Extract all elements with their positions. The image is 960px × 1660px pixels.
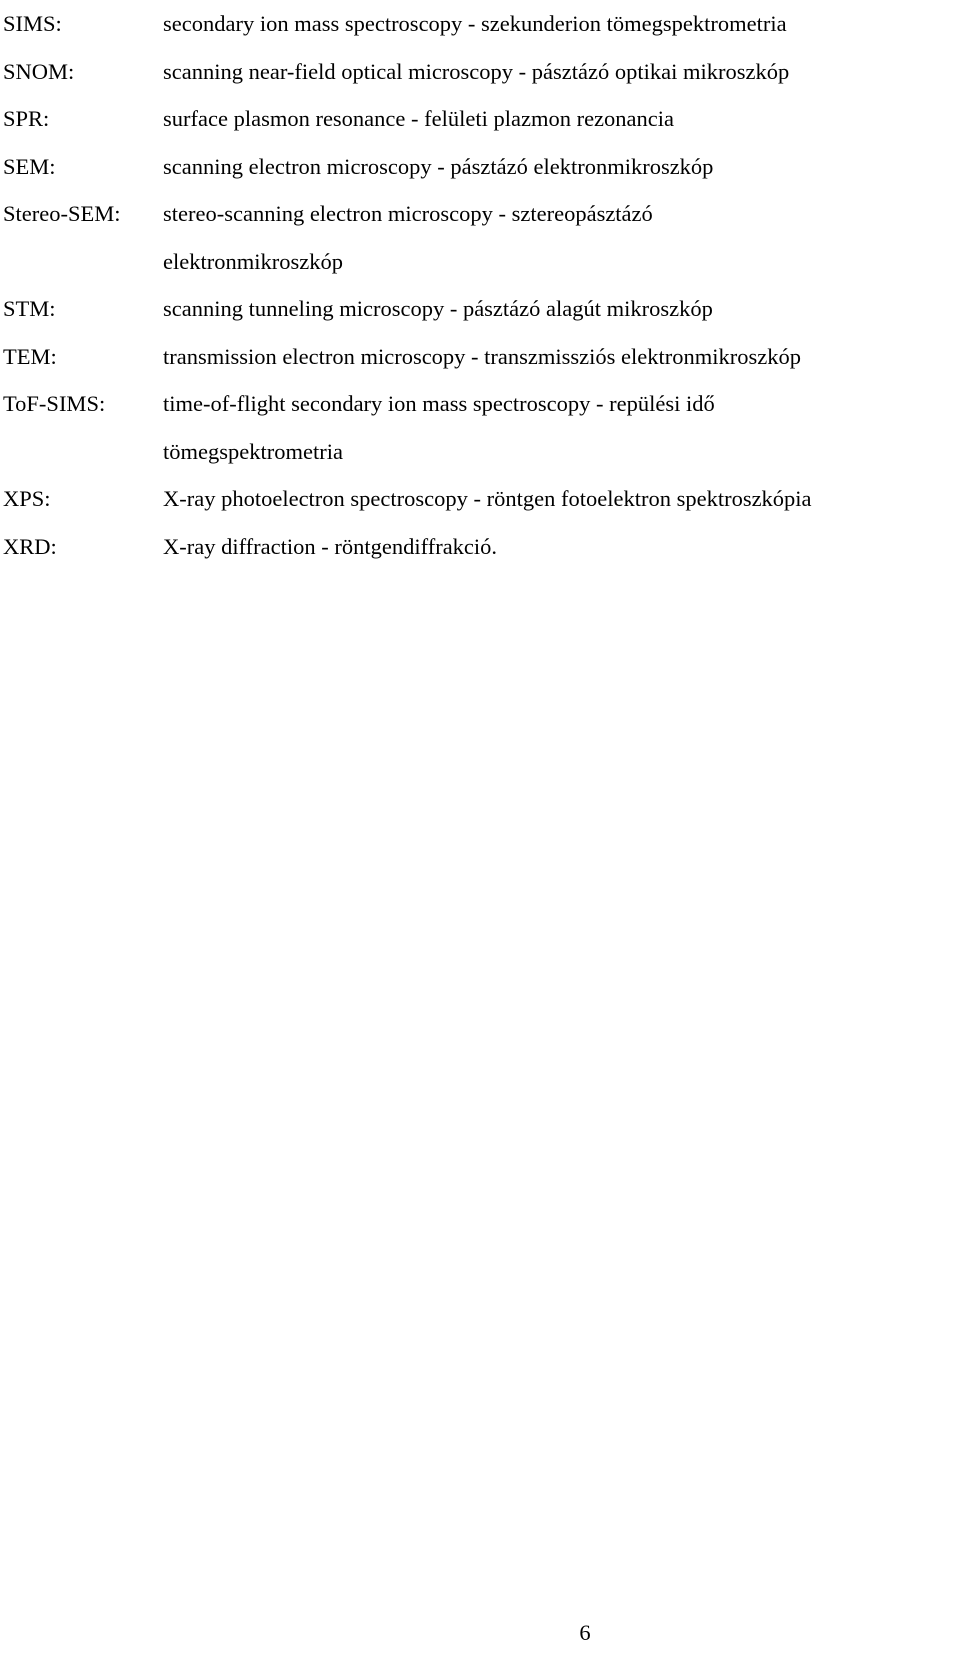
abbreviation-list [3, 0, 953, 570]
abbreviation-definition: X-ray photoelectron spectroscopy - röntgen fotoelektron spektroszkópia [163, 486, 812, 511]
abbreviation-definition: scanning tunneling microscopy - pásztázó alagút mikroszkóp [163, 296, 713, 321]
abbreviation-term: SNOM: [3, 58, 75, 84]
abbreviation-definition: stereo-scanning electron microscopy - sztereopásztázó elektronmikroszkóp [163, 201, 653, 274]
abbreviation-term: Stereo-SEM: [3, 201, 121, 226]
abbreviation-term: SIMS: [3, 11, 62, 36]
abbreviation-row [3, 285, 953, 333]
abbreviation-row [3, 380, 953, 475]
abbreviation-term: XPS: [3, 486, 51, 511]
abbreviation-row [3, 143, 953, 191]
abbreviation-definition: scanning near-field optical microscopy - pásztázó optikai mikroszkóp [163, 58, 790, 84]
abbreviation-term: STM: [3, 296, 56, 321]
abbreviation-definition: surface plasmon resonance - felületi plazmon rezonancia [163, 106, 675, 131]
abbreviation-definition: X-ray diffraction - röntgendiffrakció. [163, 533, 498, 559]
abbreviation-term: SEM: [3, 153, 56, 179]
abbreviation-row [3, 95, 953, 143]
abbreviation-row [3, 48, 953, 96]
abbreviation-definition: time-of-flight secondary ion mass spectroscopy - repülési idő tömegspektrometria [163, 391, 715, 464]
page-number: 6 [579, 1620, 591, 1645]
abbreviation-term: SPR: [3, 106, 50, 131]
abbreviation-row [3, 475, 953, 523]
abbreviation-term: XRD: [3, 533, 57, 559]
abbreviation-row [3, 0, 953, 48]
abbreviation-definition: secondary ion mass spectroscopy - szekunderion tömegspektrometria [163, 11, 787, 36]
abbreviation-term: ToF-SIMS: [3, 391, 106, 416]
abbreviation-row [3, 523, 953, 571]
abbreviation-term: TEM: [3, 343, 57, 369]
abbreviation-definition: transmission electron microscopy - transzmissziós elektronmikroszkóp [163, 343, 801, 369]
abbreviation-row [3, 190, 953, 285]
abbreviation-row [3, 333, 953, 381]
abbreviation-definition: scanning electron microscopy - pásztázó elektronmikroszkóp [163, 153, 714, 179]
